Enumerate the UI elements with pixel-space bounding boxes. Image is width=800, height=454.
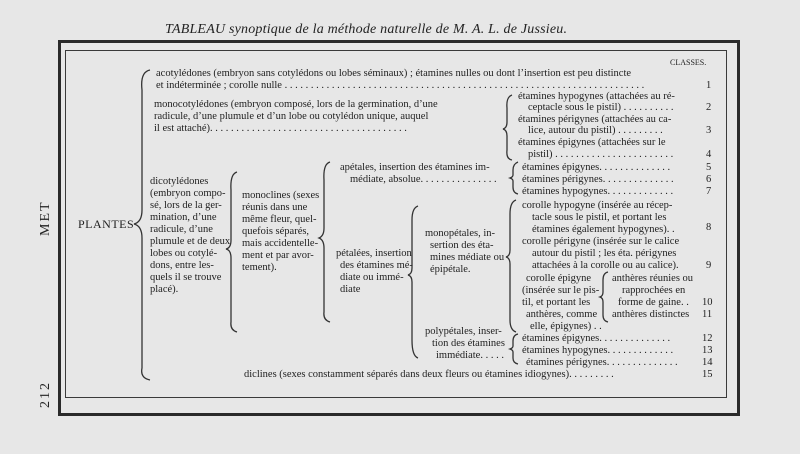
- class-number: 1: [706, 80, 712, 91]
- corolle-hypogyne-line: tacle sous le pistil, et portant les: [532, 212, 667, 223]
- side-label: MET: [38, 200, 53, 236]
- corolle-epigyne-line: elle, épigynes) . .: [530, 321, 602, 332]
- apetales-line1: apétales, insertion des étamines im-: [340, 162, 490, 173]
- dicot-line: plumule et de deux: [150, 236, 231, 247]
- corolle-epigyne-line: til, et portant les: [522, 297, 591, 308]
- petalees-line: des étamines mé-: [340, 260, 413, 271]
- polypetales-line: immédiate. . . . .: [436, 350, 504, 361]
- dicot-line: radicule, d’une: [150, 224, 213, 235]
- page-number: 212: [38, 381, 53, 408]
- dicot-line: placé).: [150, 284, 179, 295]
- mono-hypogynes-2: ceptacle sous le pistil) . . . . . . . . . .: [528, 102, 674, 113]
- polypetales-line: tion des étamines: [432, 338, 505, 349]
- antheres-reunies-line: rapprochées en: [622, 285, 686, 296]
- mono-perigynes-1: étamines périgynes (attachées au ca-: [518, 114, 672, 125]
- class-number: 8: [706, 222, 712, 233]
- antheres-reunies-line: anthères réunies ou: [612, 273, 694, 284]
- corolle-perigyne-line: corolle périgyne (insérée sur le calice: [522, 236, 680, 247]
- class-number: 12: [702, 333, 713, 344]
- monoclines-line: ment et par avor-: [242, 250, 314, 261]
- class-number: 5: [706, 162, 712, 173]
- class-number: 4: [706, 149, 712, 160]
- monocot-line1: monocotylédones (embryon composé, lors de la germination, d’une: [154, 99, 438, 110]
- dicot-line: lobes ou cotylé-: [150, 248, 218, 259]
- monopetales-line: mines médiate ou: [430, 252, 505, 263]
- class-number: 15: [702, 369, 713, 380]
- dicot-line: dicotylédones: [150, 176, 209, 187]
- dicot-line: quels il se trouve: [150, 272, 222, 283]
- class-number: 2: [706, 102, 712, 113]
- class-number: 6: [706, 174, 712, 185]
- corolle-perigyne-line: autour du pistil ; les éta. périgynes: [532, 248, 677, 259]
- polypetales-line: polypétales, inser-: [425, 326, 502, 337]
- table-title: TABLEAU synoptique de la méthode naturelle de M. A. L. de Jussieu.: [165, 22, 568, 37]
- dicot-line: dons, entre les-: [150, 260, 214, 271]
- acotyledones-line2: et indéterminée ; corolle nulle . . . . . . . . . . . . . . . . . . . . . . . . . . . . . . . . . . . . . . . . . . . . . . . . . . . . . . . . . . . . . . . . . . . . .: [156, 80, 645, 91]
- petalees-line: diate: [340, 284, 361, 295]
- class-number: 7: [706, 186, 712, 197]
- monopetales-line: sertion des éta-: [430, 240, 494, 251]
- acotyledones-line1: acotylédones (embryon sans cotylédons ou lobes séminaux) ; étamines nulles ou dont l’insertion est peu distincte: [156, 68, 632, 79]
- mono-perigynes-2: lice, autour du pistil) . . . . . . . . .: [528, 125, 663, 136]
- dicot-line: (embryon compo-: [150, 188, 226, 199]
- monopetales-line: épipétale.: [430, 264, 471, 275]
- corolle-hypogyne-line: corolle hypogyne (insérée au récep-: [522, 200, 673, 211]
- monocot-line2: radicule, d’une plumule et d’un lobe ou cotylédon unique, auquel: [154, 111, 429, 122]
- apetales-item: étamines hypogynes. . . . . . . . . . . . .: [522, 186, 674, 197]
- antheres-distinctes: anthères distinctes: [612, 309, 690, 320]
- petalees-line: diate ou immé-: [340, 272, 404, 283]
- class-number: 10: [702, 297, 713, 308]
- class-number: 3: [706, 125, 712, 136]
- petalees-line: pétalées, insertion: [336, 248, 412, 259]
- classes-header: CLASSES.: [670, 58, 707, 67]
- monopetales-line: monopétales, in-: [425, 228, 495, 239]
- polypetales-item: étamines périgynes. . . . . . . . . . . . . .: [526, 357, 678, 368]
- corolle-perigyne-line: attachées à la corolle ou au calice).: [532, 260, 679, 271]
- polypetales-item: étamines épigynes. . . . . . . . . . . . . .: [522, 333, 671, 344]
- class-number: 14: [702, 357, 713, 368]
- corolle-hypogyne-line: étamines également hypogynes). .: [532, 224, 675, 235]
- monoclines-line: même fleur, quel-: [242, 214, 317, 225]
- root-label: PLANTES: [78, 217, 135, 231]
- polypetales-item: étamines hypogynes. . . . . . . . . . . . .: [522, 345, 674, 356]
- monoclines-line: mais accidentelle-: [242, 238, 319, 249]
- mono-hypogynes-1: étamines hypogynes (attachées au ré-: [518, 91, 675, 102]
- class-number: 9: [706, 260, 712, 271]
- monoclines-line: monoclines (sexes: [242, 190, 320, 201]
- dicot-line: sé, lors de la ger-: [150, 200, 222, 211]
- corolle-epigyne-line: corolle épigyne: [526, 273, 592, 284]
- diclines-line: diclines (sexes constamment séparés dans deux fleurs ou étamines idiogynes). . . . . . . . .: [244, 369, 614, 380]
- class-number: 13: [702, 345, 713, 356]
- class-number: 11: [702, 309, 713, 320]
- corolle-epigyne-line: (insérée sur le pis-: [522, 285, 600, 296]
- dicot-line: mination, d’une: [150, 212, 217, 223]
- apetales-item: étamines épigynes. . . . . . . . . . . . . .: [522, 162, 671, 173]
- monoclines-line: tement).: [242, 262, 277, 273]
- apetales-line2: médiate, absolue. . . . . . . . . . . . . . .: [350, 174, 497, 185]
- mono-epigynes-2: pistil) . . . . . . . . . . . . . . . . . . . . . . .: [528, 149, 674, 160]
- monoclines-line: quefois séparés,: [242, 226, 310, 237]
- monoclines-line: réunis dans une: [242, 202, 308, 213]
- corolle-epigyne-line: anthères, comme: [526, 309, 598, 320]
- antheres-reunies-line: forme de gaine. .: [618, 297, 689, 308]
- monocot-line3: il est attaché). . . . . . . . . . . . . . . . . . . . . . . . . . . . . . . . . . . . . .: [154, 123, 407, 134]
- apetales-item: étamines périgynes. . . . . . . . . . . . . .: [522, 174, 674, 185]
- mono-epigynes-1: étamines épigynes (attachées sur le: [518, 137, 666, 148]
